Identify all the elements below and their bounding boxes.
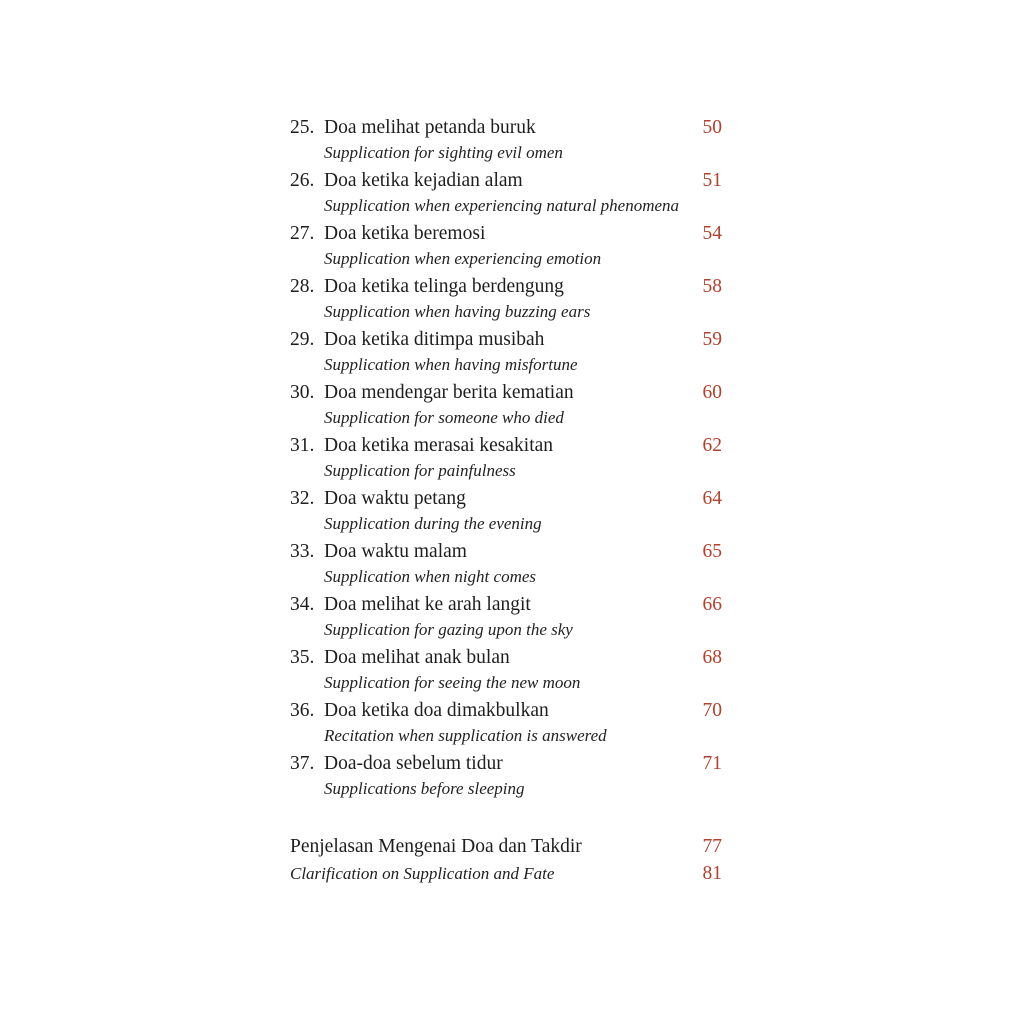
entry-title xyxy=(290,700,549,721)
page-number: 64 xyxy=(702,488,722,509)
page-number: 81 xyxy=(702,863,722,884)
entry-subtitle: Supplication when having buzzing ears xyxy=(324,302,591,321)
entry-title-text: Doa melihat petanda buruk xyxy=(324,117,536,138)
entry-title xyxy=(290,170,523,191)
toc-entry-32[interactable] xyxy=(290,485,722,538)
page-number: 65 xyxy=(702,541,722,562)
entry-title-text: Doa-doa sebelum tidur xyxy=(324,753,503,774)
page-number: 50 xyxy=(702,117,722,138)
toc-entry-clarification-english[interactable] xyxy=(290,860,722,887)
entry-number: 32. xyxy=(290,488,315,509)
entry-number: 29. xyxy=(290,329,315,350)
page-number: 70 xyxy=(702,700,722,721)
entry-title xyxy=(290,276,564,297)
entry-subtitle: Supplications before sleeping xyxy=(324,779,525,798)
entry-title: Penjelasan Mengenai Doa dan Takdir xyxy=(290,836,582,857)
toc-entry-31[interactable] xyxy=(290,432,722,485)
entry-subtitle: Supplication when night comes xyxy=(324,567,537,586)
page-number: 62 xyxy=(702,435,722,456)
toc-entry-27[interactable] xyxy=(290,220,722,273)
toc-entry-33[interactable] xyxy=(290,538,722,591)
entry-subtitle: Supplication for painfulness xyxy=(324,461,516,480)
page-number: 54 xyxy=(702,223,722,244)
entry-title xyxy=(290,117,536,138)
entry-title: Clarification on Supplication and Fate xyxy=(290,864,555,883)
entry-number: 28. xyxy=(290,276,315,297)
entry-title xyxy=(290,329,544,350)
closing-section xyxy=(290,833,722,887)
page-number: 77 xyxy=(702,836,722,857)
table-of-contents xyxy=(290,114,722,887)
entry-title xyxy=(290,753,503,774)
entry-subtitle: Supplication when experiencing emotion xyxy=(324,249,602,268)
entry-subtitle: Supplication for someone who died xyxy=(324,408,564,427)
toc-entry-36[interactable] xyxy=(290,697,722,750)
page-number: 58 xyxy=(702,276,722,297)
entry-subtitle: Supplication for seeing the new moon xyxy=(324,673,581,692)
toc-entry-35[interactable] xyxy=(290,644,722,697)
toc-entry-30[interactable] xyxy=(290,379,722,432)
toc-entry-28[interactable] xyxy=(290,273,722,326)
entry-number: 36. xyxy=(290,700,315,721)
entry-title-text: Doa waktu malam xyxy=(324,541,467,562)
toc-entry-25[interactable] xyxy=(290,114,722,167)
entry-title-text: Doa melihat anak bulan xyxy=(324,647,510,668)
entry-title xyxy=(290,541,467,562)
entry-title-text: Doa ketika doa dimakbulkan xyxy=(324,700,549,721)
entry-title-text: Doa ketika ditimpa musibah xyxy=(324,329,545,350)
entry-title-text: Doa ketika telinga berdengung xyxy=(324,276,564,297)
entry-subtitle: Recitation when supplication is answered xyxy=(324,726,607,745)
entry-title-text: Doa ketika merasai kesakitan xyxy=(324,435,554,456)
entry-subtitle: Supplication when having misfortune xyxy=(324,355,578,374)
toc-entry-34[interactable] xyxy=(290,591,722,644)
page-number: 68 xyxy=(702,647,722,668)
entry-title-text: Doa ketika kejadian alam xyxy=(324,170,523,191)
entry-subtitle: Supplication when experiencing natural phenomena xyxy=(324,196,680,215)
entry-title-text: Doa ketika beremosi xyxy=(324,223,486,244)
entry-title xyxy=(290,594,531,615)
page-number: 71 xyxy=(702,753,722,774)
entry-subtitle: Supplication for gazing upon the sky xyxy=(324,620,573,639)
entry-number: 26. xyxy=(290,170,315,191)
entry-title-text: Doa melihat ke arah langit xyxy=(324,594,531,615)
entry-title-text: Doa mendengar berita kematian xyxy=(324,382,574,403)
entry-number: 31. xyxy=(290,435,315,456)
entry-subtitle: Supplication during the evening xyxy=(324,514,542,533)
page-number: 51 xyxy=(702,170,722,191)
entry-subtitle: Supplication for sighting evil omen xyxy=(324,143,563,162)
page-number: 60 xyxy=(702,382,722,403)
entry-title-text: Doa waktu petang xyxy=(324,488,466,509)
entry-number: 25. xyxy=(290,117,315,138)
page-number: 59 xyxy=(702,329,722,350)
entry-title xyxy=(290,223,485,244)
entry-title xyxy=(290,435,553,456)
toc-entry-29[interactable] xyxy=(290,326,722,379)
entry-title xyxy=(290,488,466,509)
entry-title xyxy=(290,382,574,403)
entry-number: 34. xyxy=(290,594,315,615)
toc-entry-clarification-malay[interactable] xyxy=(290,833,722,860)
entry-number: 37. xyxy=(290,753,315,774)
entry-title xyxy=(290,647,510,668)
toc-entry-26[interactable] xyxy=(290,167,722,220)
entry-number: 33. xyxy=(290,541,315,562)
entry-number: 30. xyxy=(290,382,315,403)
entry-number: 27. xyxy=(290,223,315,244)
entry-number: 35. xyxy=(290,647,315,668)
page-number: 66 xyxy=(702,594,722,615)
toc-entry-37[interactable] xyxy=(290,750,722,803)
